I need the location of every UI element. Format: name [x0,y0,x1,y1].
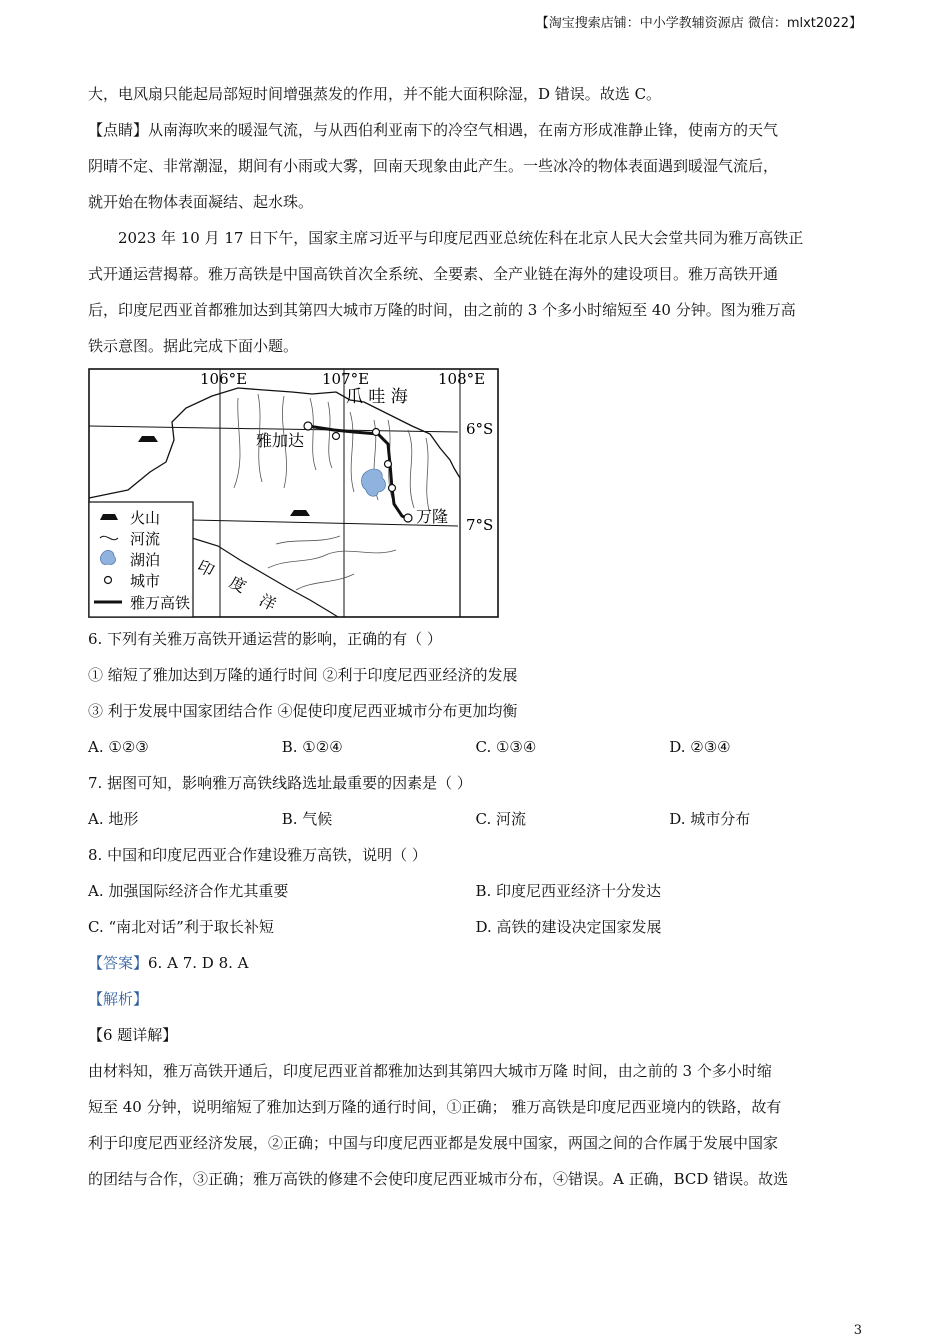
legend-lake-icon [100,550,115,564]
q8-choices-row [88,909,863,945]
intro-line: 铁示意图。据此完成下面小题。 [88,337,299,355]
choice: B. 印度尼西亚经济十分发达 [475,882,662,900]
choice: A. 地形 [88,810,139,828]
answer-line [88,945,863,981]
map-legend [89,502,193,617]
city-marker [333,433,340,440]
prev-answer-tail: 大，电风扇只能起局部短时间增强蒸发的作用，并不能大面积除湿，D 错误。故选 C。 [88,85,662,103]
city-label-bandung: 万隆 [416,507,449,526]
legend-label: 城市 [130,572,161,590]
legend-volcano-icon [100,514,118,520]
detail-line: 短至 40 分钟，说明缩短了雅加达到万隆的通行时间，①正确； 雅万高铁是印度尼西亚境内的铁路，故有 [88,1098,782,1116]
choice: A. ①②③ [88,738,149,756]
q8-choices-row [88,873,863,909]
choice: C. “南北对话”利于取长补短 [88,918,274,936]
intro-line: 2023 年 10 月 17 日下午，国家主席习近平与印度尼西亚总统佐科在北京人民大会堂共同为雅万高铁正 [118,229,804,247]
legend-label: 雅万高铁 [130,594,191,612]
detail-line: 利于印度尼西亚经济发展，②正确；中国与印度尼西亚都是发展中国家，两国之间的合作属于发展中国家 [88,1134,779,1152]
q8-stem: 8. 中国和印度尼西亚合作建设雅万高铁，说明（ ） [88,846,427,864]
tip-line [88,112,863,148]
q6-stem: 6. 下列有关雅万高铁开通运营的影响，正确的有（ ） [88,630,442,648]
ocean-label-char: 印 [194,556,218,581]
page-header: 【淘宝搜索店铺：中小学教辅资源店 微信：mlxt2022】 [535,16,862,31]
choice: C. 河流 [475,810,526,828]
choice: D. ②③④ [669,738,731,756]
legend-label: 火山 [130,509,161,527]
choice: B. 气候 [281,810,333,828]
city-bandung-marker [404,514,412,522]
choice: D. 城市分布 [669,810,751,828]
choice: C. ①③④ [475,738,537,756]
lon-label-108: 108°E [438,370,486,388]
lon-label-107: 107°E [322,370,370,388]
city-marker [385,461,392,468]
city-marker [389,485,396,492]
ocean-label-char: 度 [226,572,250,597]
legend-city-icon [105,577,112,584]
lon-label-106: 106°E [200,370,248,388]
q7-stem: 7. 据图可知，影响雅万高铁线路选址最重要的因素是（ ） [88,774,472,792]
lat-label-7s: 7°S [466,516,494,534]
intro-line: 后，印度尼西亚首都雅加达到其第四大城市万隆的时间，由之前的 3 个多小时缩短至 40 分钟。图为雅万高 [88,301,796,319]
tip-text-2: 阴晴不定、非常潮湿，期间有小雨或大雾，回南天现象由此产生。一些冰冷的物体表面遇到暖湿气流后， [88,157,779,175]
choice: A. 加强国际经济合作尤其重要 [88,882,289,900]
choice: B. ①②④ [281,738,343,756]
legend-label: 湖泊 [130,551,161,569]
lat-label-6s: 6°S [466,420,494,438]
q7-choices [88,801,863,837]
sea-label-java: 爪 哇 海 [346,387,408,407]
railway-map-figure [88,364,863,621]
tip-text: 从南海吹来的暖湿气流，与从西伯利亚南下的冷空气相遇，在南方形成准静止锋，使南方的天气 [148,121,779,139]
page-content [88,76,863,1197]
q6-choices [88,729,863,765]
page-number: 3 [853,1323,862,1338]
detail-tag: 【6 题详解】 [88,1026,178,1044]
railway-map [88,368,500,620]
city-marker [373,429,380,436]
tip-text-3: 就开始在物体表面凝结、起水珠。 [88,193,314,211]
ocean-label-char: 洋 [256,590,280,615]
answer-tag: 【答案】 [88,954,149,972]
tip-tag: 【点睛】 [88,121,149,139]
choice: D. 高铁的建设决定国家发展 [475,918,662,936]
analysis-tag: 【解析】 [88,990,149,1008]
q6-options: ① 缩短了雅加达到万隆的通行时间 ②利于印度尼西亚经济的发展 [88,666,518,684]
answer-text: 6. A 7. D 8. A [148,954,249,972]
city-label-jakarta: 雅加达 [256,431,305,450]
city-jakarta-marker [304,422,312,430]
detail-line: 的团结与合作，③正确；雅万高铁的修建不会使印度尼西亚城市分布，④错误。A 正确，BCD 错误。故选 [88,1170,789,1188]
detail-line: 由材料知，雅万高铁开通后，印度尼西亚首都雅加达到其第四大城市万隆 时间，由之前的 3 个多小时缩 [88,1062,772,1080]
legend-label: 河流 [130,530,161,548]
intro-line: 式开通运营揭幕。雅万高铁是中国高铁首次全系统、全要素、全产业链在海外的建设项目。雅万高铁开通 [88,265,779,283]
q6-options: ③ 利于发展中国家团结合作 ④促使印度尼西亚城市分布更加均衡 [88,702,518,720]
